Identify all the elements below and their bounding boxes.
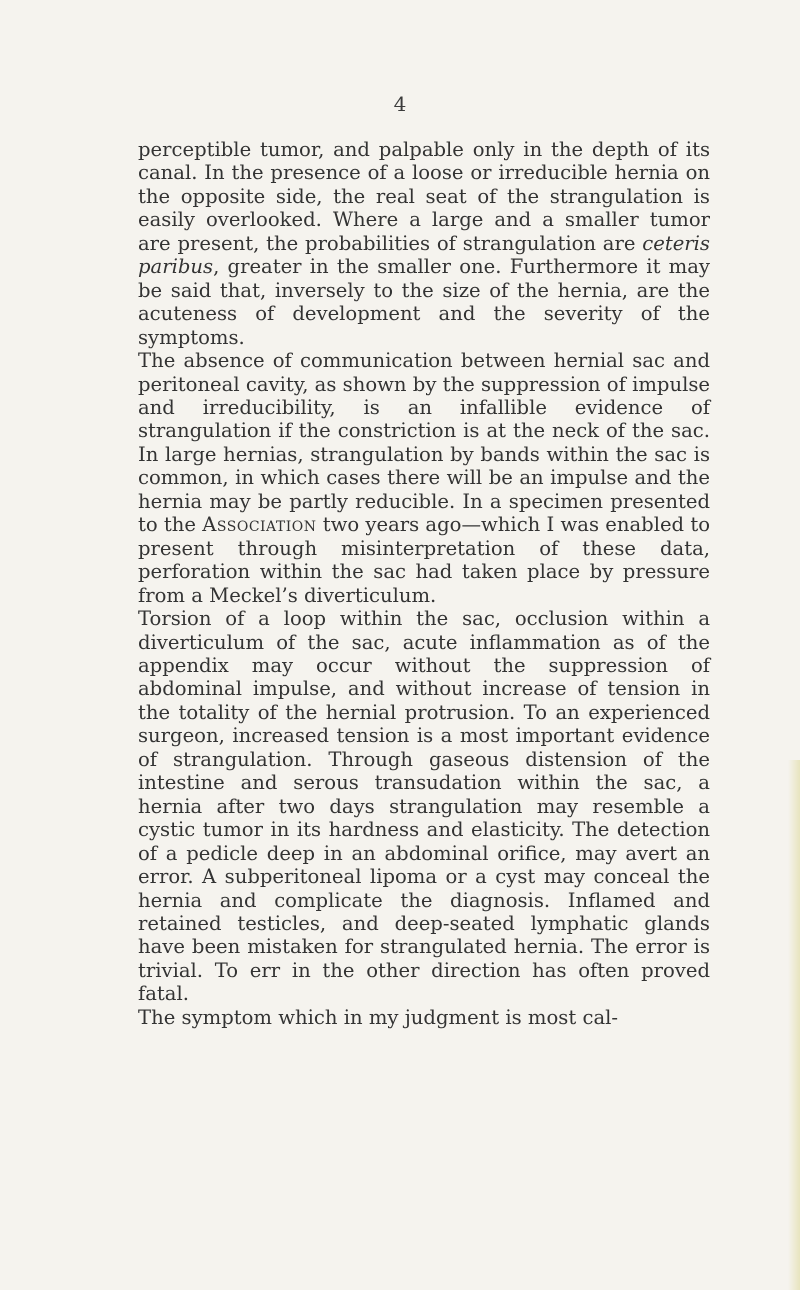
paragraph	[138, 1006, 710, 1029]
paragraph	[138, 607, 710, 1006]
page-edge-shading	[788, 760, 800, 1290]
text-segment: The symptom which in my judgment is most cal-	[138, 1005, 619, 1029]
text-segment: The absence of communication between hernial sac and peritoneal cavity, as shown by the suppression of impulse and irreducibility, is an infallible evidence of strangulation if the constriction is at the neck of the sac. In large hernias, strangulation by bands within the sac is common, in which cases there will be an impulse and the hernia may be partly reducible. In a specimen presented to the	[138, 349, 710, 537]
smallcaps-phrase: Association	[202, 513, 317, 537]
paragraph	[138, 349, 710, 607]
body-text	[138, 138, 710, 1029]
paragraph	[138, 138, 710, 349]
text-segment: , greater in the smaller one. Furthermore it may be said that, inversely to the size of the hernia, are the acuteness of development and the severity of the symptoms.	[138, 255, 710, 349]
page-number: 4	[393, 92, 407, 116]
text-segment: two years ago—which I was enabled to present through misinterpretation of these data, perforation within the sac had taken place by pressure from a Meckel’s diverticulum.	[138, 513, 711, 607]
text-segment: Torsion of a loop within the sac, occlusion within a diverticulum of the sac, acute inflammation as of the appendix may occur without the suppression of abdominal impulse, and without increase of tension in the totality of the hernial protrusion. To an experienced surgeon, increased tension is a most important evidence of strangulation. Through gaseous distension of the intestine and serous transudation within the sac, a hernia after two days strangulation may resemble a cystic tumor in its hardness and elasticity. The detection of a pedicle deep in an abdominal orifice, may avert an error. A subperitoneal lipoma or a cyst may conceal the hernia and complicate the diagnosis. Inflamed and retained testicles, and deep-seated lymphatic glands have been mistaken for strangulated hernia. The error is trivial. To err in the other direction has often proved fatal.	[138, 607, 710, 1006]
text-segment: perceptible tumor, and palpable only in the depth of its canal. In the presence of a loose or irreducible hernia on the opposite side, the real seat of the strangulation is easily overlooked. Where a large and a smaller tumor are present, the probabilities of strangulation are	[138, 138, 710, 255]
italic-phrase: ceteris paribus	[138, 231, 710, 279]
